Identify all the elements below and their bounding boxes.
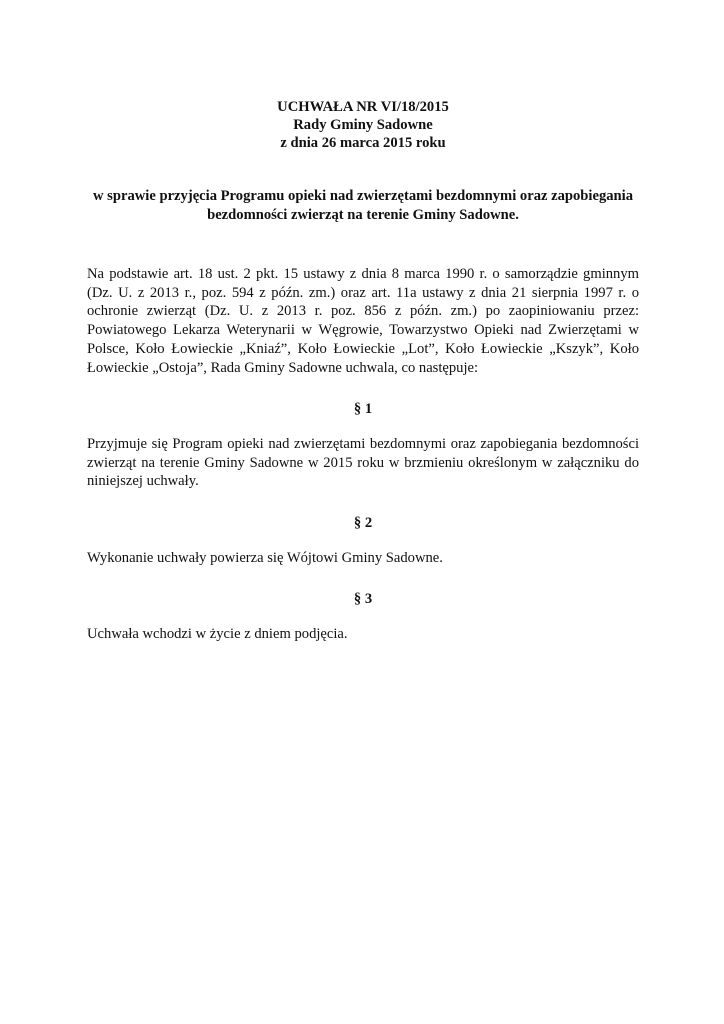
section-1 bbox=[87, 400, 639, 491]
section-3-text: Uchwała wchodzi w życie z dniem podjęcia. bbox=[87, 626, 348, 643]
section-3 bbox=[87, 590, 639, 644]
resolution-title: UCHWAŁA NR VI/18/2015 bbox=[277, 99, 449, 115]
section-2 bbox=[87, 514, 639, 568]
section-mark-2: § 2 bbox=[353, 514, 373, 531]
document-header bbox=[87, 98, 639, 152]
legal-basis-paragraph: Na podstawie art. 18 ust. 2 pkt. 15 ustawy z dnia 8 marca 1990 r. o samorządzie gminnym (Dz. U. z 2013 r., poz. 594 z późn. zm.) oraz art. 11a ustawy z dnia 21 sierpnia 1997 r. o ochronie zwierząt (Dz. U. z 2013 r. poz. 856 z późn. zm.) po zaopiniowaniu przez: Powiatowego Lekarza Weterynarii w Węgrowie, Towarzystwo Opieki nad Zwierzętami w Polsce, Koło Łowieckie „Kniaź”, Koło Łowieckie „Lot”, Koło Łowieckie „Kszyk”, Koło Łowieckie „Ostoja”, Rada Gminy Sadowne uchwala, co następuje: bbox=[87, 266, 639, 376]
document-page bbox=[87, 98, 639, 644]
section-1-text: Przyjmuje się Program opieki nad zwierzętami bezdomnymi oraz zapobiegania bezdomności zwierząt na terenie Gminy Sadowne w 2015 roku w brzmieniu określonym w załączniku do niniejszej uchwały. bbox=[87, 436, 639, 490]
section-mark-3: § 3 bbox=[353, 591, 373, 608]
resolution-date: z dnia 26 marca 2015 roku bbox=[280, 135, 446, 151]
section-mark-1: § 1 bbox=[353, 401, 373, 418]
section-2-text: Wykonanie uchwały powierza się Wójtowi Gminy Sadowne. bbox=[87, 549, 443, 566]
resolution-subject: w sprawie przyjęcia Programu opieki nad zwierzętami bezdomnymi oraz zapobiegania bezdomności zwierząt na terenie Gminy Sadowne. bbox=[92, 188, 634, 223]
resolution-issuer: Rady Gminy Sadowne bbox=[293, 117, 433, 133]
